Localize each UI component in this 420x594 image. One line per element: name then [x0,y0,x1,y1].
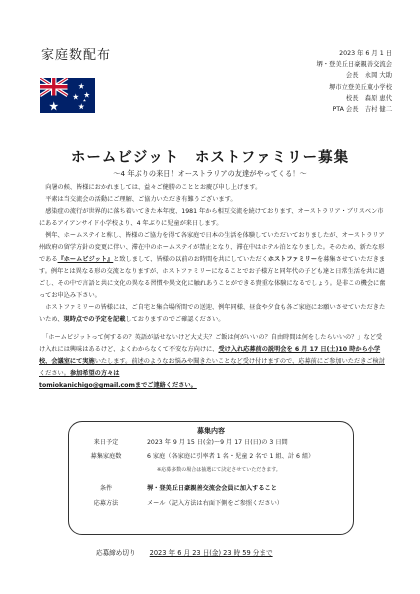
distribution-label: 家庭数配布 [41,48,112,63]
briefing-emphasis: 受け入れ応募前の説明会を 6 月 17 日(土)10 時から小学校、会議室にて実施 [39,346,381,365]
homevisit-emphasis: 『ホームビジット』 [57,256,114,263]
organization-chair: 会長 永岡 大助 [345,72,392,80]
organization-name: 堺・登美丘日豪親善交流会 [316,61,392,69]
host-family-emphasis: ホストファミリー [267,256,318,263]
issue-date: 2023 年 6 月 1 日 [339,50,392,57]
page-title: ホームビジット ホストファミリー募集 [70,150,350,166]
greeting-paragraph: 向暑の候、皆様におかれましては、益々ご健勝のこととお慶び申し上げます。 [45,184,262,191]
school-principal: 校長 森原 恵代 [345,94,392,102]
contact-email-link[interactable]: tomiokanichigo@gmail.com [39,382,135,389]
sender-info [316,48,392,115]
recruitment-details-box: 募集内容 来日予定 2023 年 9 月 15 日(金)～9 月 17 日(日)の 3 日間 募集家庭数 6 家庭（各家庭に引率者 1 名・児童 2 名で 1 組、計 6 組） ※応募多数の場合は抽選にて決定させていただきます。 条件 堺・登美丘日豪親善交流会会員に加入すること 応募方法 メール（記入方法は右面下側をご参照ください） [68,421,354,535]
schedule-emphasis: 現時点での予定を記載 [63,316,126,323]
pta-chair: PTA 会長 吉村 健二 [332,106,392,114]
application-deadline [96,547,273,557]
deadline-value: 2023 年 6 月 23 日(金) 23 時 59 分まで [149,549,273,557]
box-title: 募集内容 [197,427,225,435]
australia-flag-icon [40,78,95,113]
deadline-label: 応募締め切り [96,549,136,557]
page-subtitle: ～4 年ぶりの来日！オーストラリアの友達がやってくる！～ [113,169,307,178]
school-name: 堺市立登美丘東小学校 [329,83,392,91]
thanks-paragraph: 平素は当交流会の活動にご理解、ご協力いただき有難うございます。 [45,196,237,203]
briefing-paragraph: 「ホームビジットって何するの？英語が話せないけど大丈夫？ご飯は何がいいの？自由時間は何をしたらいいの？」など受け入れには興味はあるけど、よくわからなくて不安な方向けに、受け入れ応募前の説明会を 6 月 17 日(土)10 時から小学校、会議室にて実施いたします。前述のようなお悩みや聞きたいことなど受け付けますので、応募前にご参加いただきご検討ください。参加希望の方々は tomiokanichigo@gmail.comまでご連絡ください。 [39,334,385,389]
contact-emphasis: 参加希望の方々は [69,370,120,377]
letter-body [39,182,387,392]
schedule-paragraph: ホストファミリーの皆様には、ご自宅と集合場所間での送迎、例年同様、昼食や夕食も各ご家庭にお願いさせていただきたいため、現時点での予定を記載しておりますのでご確認ください。 [39,304,386,323]
intro-paragraph: 感染症の流行が世界的に落ち着いてきた本年度、1981 年から相互交流を続けております、オーストラリア・ブリスベン市にあるアイアンサイド小学校より、4 年ぶりに児童が来日します。 [39,208,384,227]
homevisit-paragraph: 例年、ホームステイと称し、皆様のご協力を得て各家庭で日本の生活を体験していただいておりましたが、オーストラリア州政府の留学方針の変更に伴い、滞在中のホームステイが禁止となり、滞在中はホテル泊となりました。そのため、新たな形である『ホームビジット』と致しまして、皆様の以前のお時間を共にしていただくホストファミリーを募集させていただきます。例年とは異なる形の交流となりますが、ホストファミリーになることでお子様方と同年代の子ども達と日常生活を共に過ごし、その中で言語と共に文化の異なる習慣や異文化に触れあうことができる貴重な体験になるでしょう。是非この機会に奮ってお申込み下さい。 [39,232,386,299]
lottery-note: ※応募多数の場合は抽選にて決定させていただきます。 [157,467,281,473]
